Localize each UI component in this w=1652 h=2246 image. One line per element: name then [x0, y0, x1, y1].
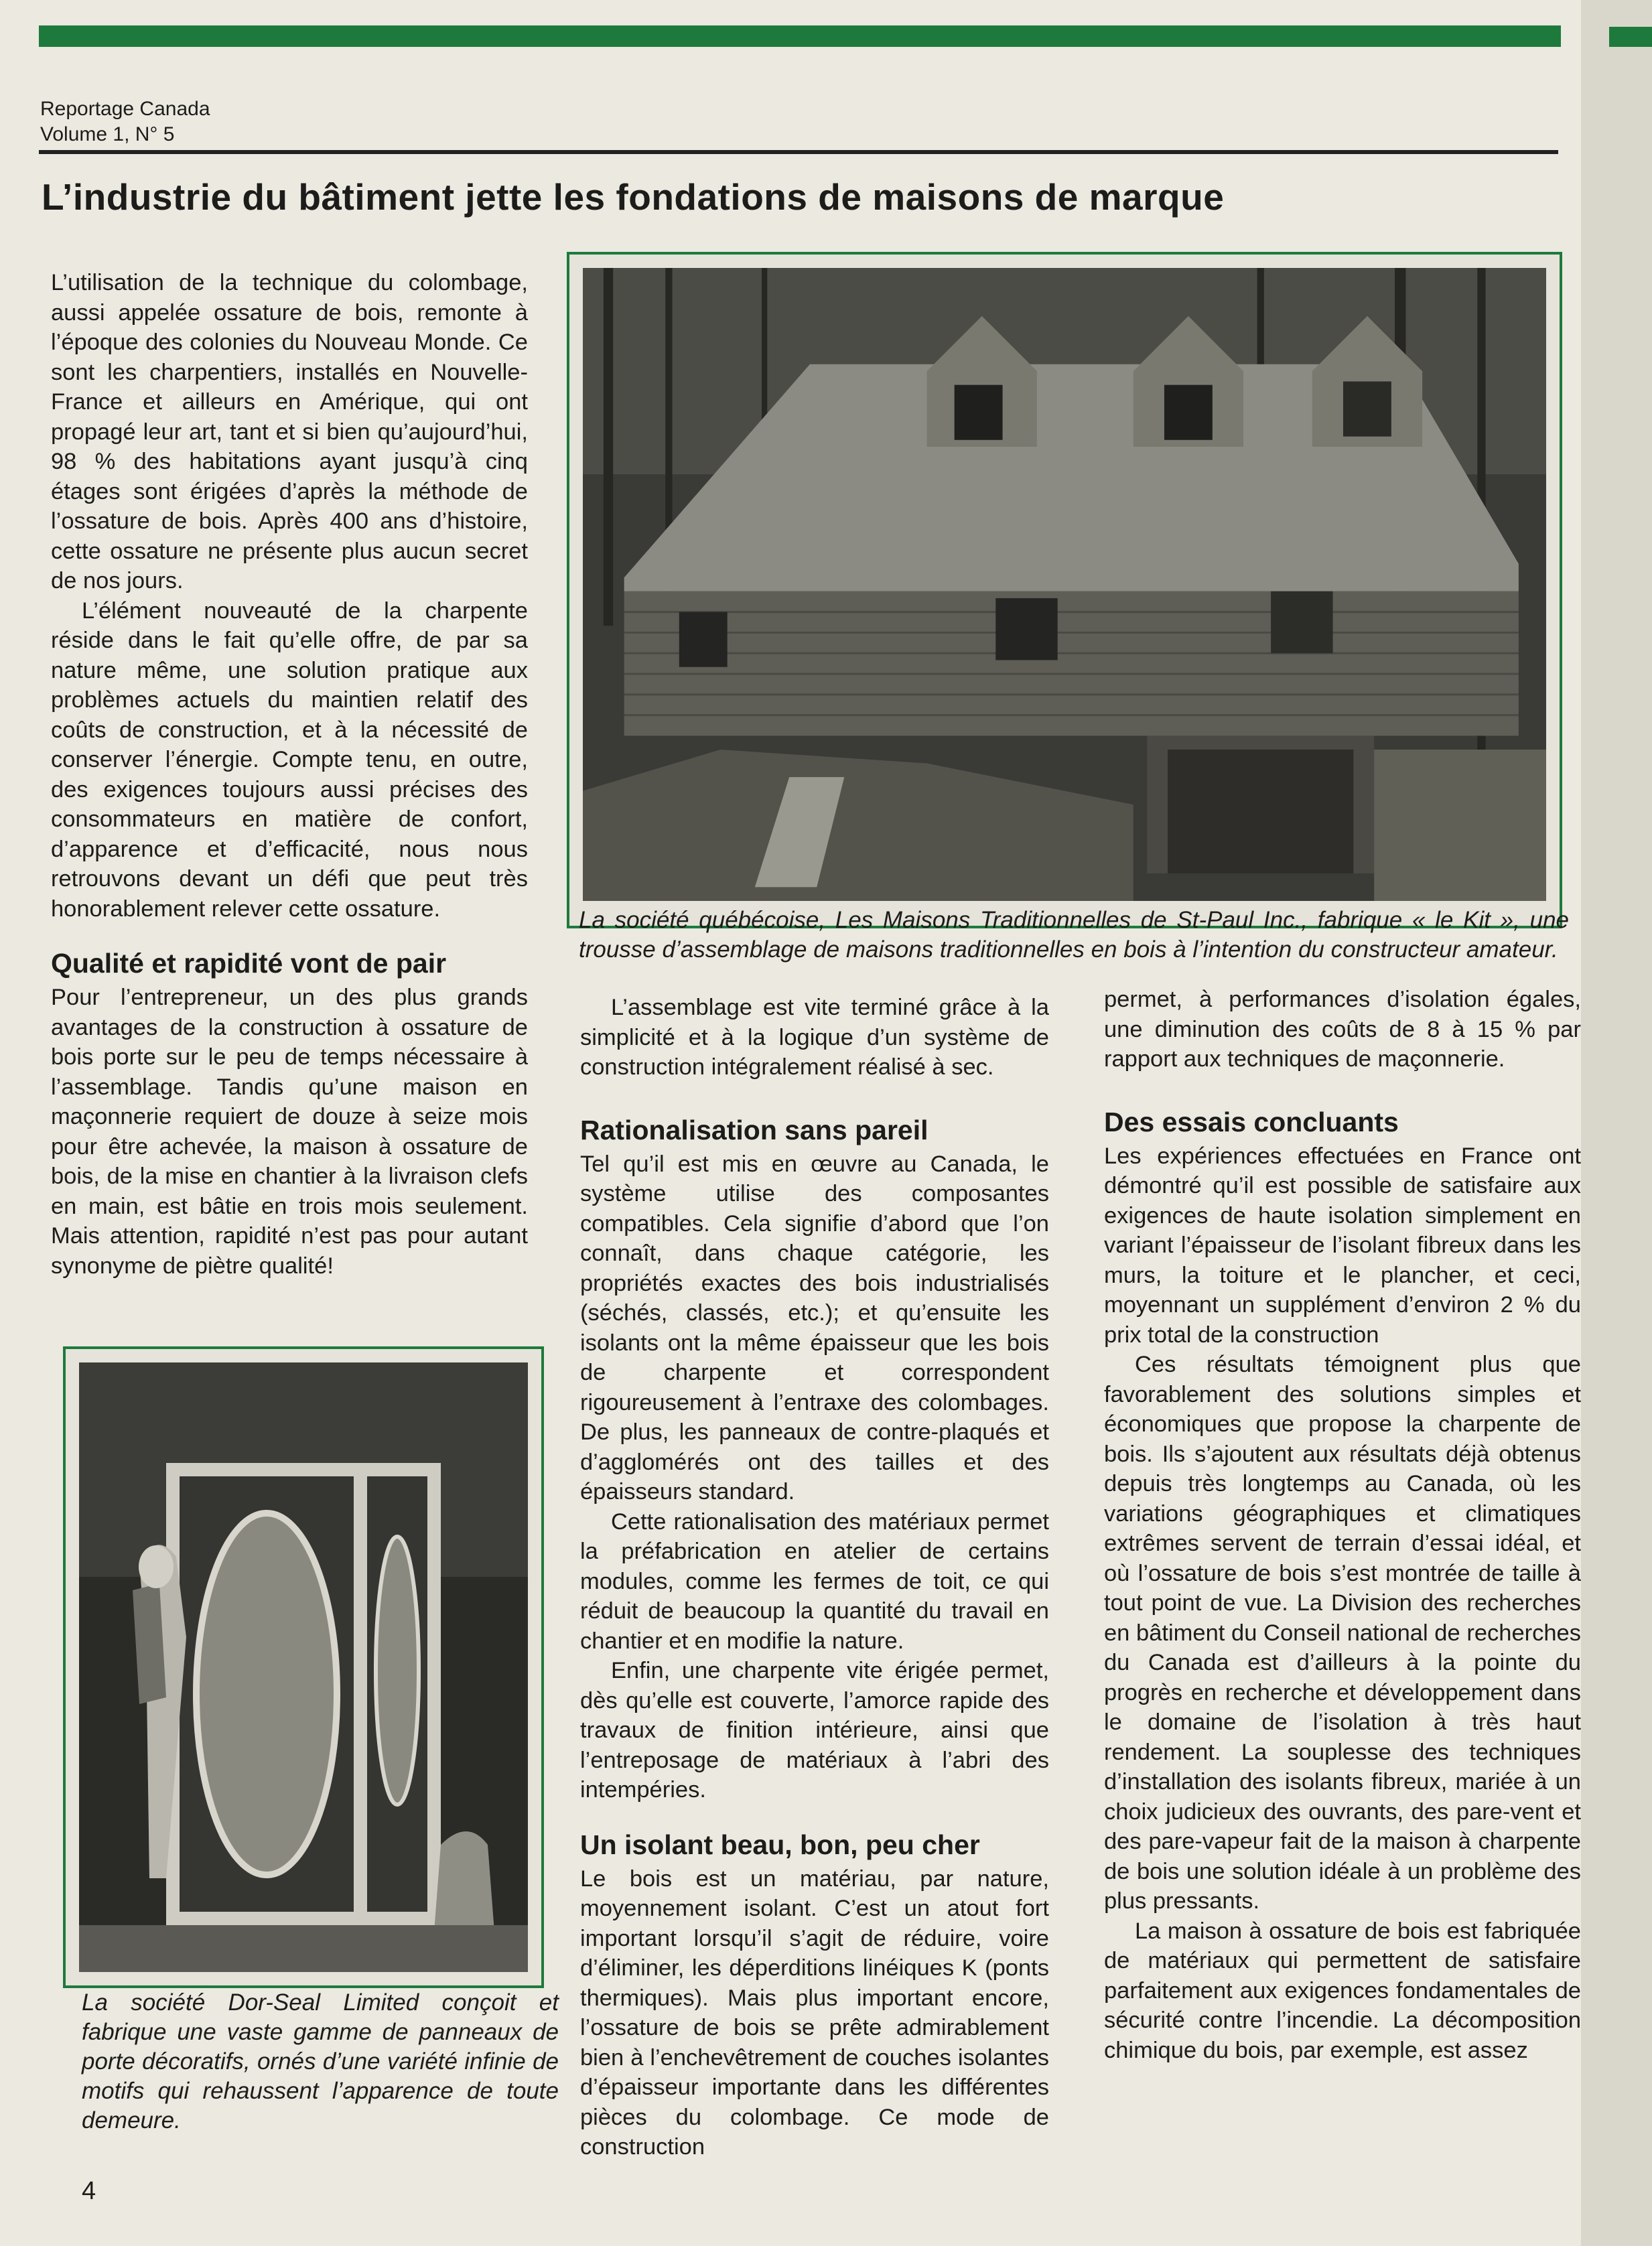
page-number: 4	[82, 2177, 96, 2205]
paragraph: La maison à ossature de bois est fabriquée de matériaux qui permettent de satisfaire parfaitement aux exigences fondamentales de sécurité contre l’incendie. La décomposition chimique du bois, par exemple, est assez	[1104, 1918, 1581, 2063]
article-headline: L’industrie du bâtiment jette les fondations de maisons de marque	[42, 176, 1225, 218]
paragraph: Ces résultats témoignent plus que favorablement des solutions simples et économiques que propose la charpente de bois. Ils s’ajoutent aux résultats déjà obtenus depuis très longtemps au Canada, où les variations géographiques et climatiques extrêmes servent de terrain d’essai idéal, et où l’ossature de bois s’est montrée de taille à tout point de vue. La Division des recherches en bâtiment du Conseil national de recherches du Canada est d’ailleurs à la pointe du progrès en recherche et développement dans le domaine de l’isolation à très haut rendement. La souplesse des techniques d’installation des isolants fibreux, mariée à un choix judicieux des ouvrants, des pare-vent et des pare-vapeur fait de la maison à charpente de bois une solution idéale à un problème des plus pressants.	[1104, 1352, 1581, 1914]
paragraph: L’assemblage est vite terminé grâce à la simplicité et à la logique d’un système de construction intégralement réalisé à sec.	[580, 995, 1049, 1080]
issue-number: Volume 1, N° 5	[40, 123, 175, 145]
door-photo-caption: La société Dor-Seal Limited conçoit et fabrique une vaste gamme de panneaux de porte décoratifs, ornés d’une variété infinie de motifs qui rehaussent l’apparence de toute demeure.	[82, 1989, 559, 2133]
paragraph: Enfin, une charpente vite érigée permet, dès qu’elle est couverte, l’amorce rapide des travaux de finition intérieure, ainsi que l’entreposage de matériaux à l’abri des intempéries.	[580, 1658, 1049, 1803]
left-column	[51, 268, 528, 1281]
publication-name: Reportage Canada	[40, 98, 210, 120]
right-column	[1104, 985, 1581, 2065]
section-heading: Des essais concluants	[1104, 1106, 1399, 1137]
paragraph: Cette rationalisation des matériaux permet la préfabrication en atelier de certains modules, comme les fermes de toit, ce qui réduit de beaucoup la quantité du travail en chantier et en modifie la nature.	[580, 1508, 1049, 1654]
paragraph: L’utilisation de la technique du colombage, aussi appelée ossature de bois, remonte à l’époque des colonies du Nouveau Monde. Ce sont les charpentiers, installés en Nouvelle-France et ailleurs en Amérique, qui ont propagé leur art, tant et si bien qu’aujourd’hui, 98 % des habitations ayant jusqu’à cinq étages sont érigées d’après la méthode de l’ossature de bois. Après 400 ans d’histoire, cette ossature ne présente plus aucun secret de nos jours.	[51, 270, 528, 593]
house-photo-frame	[567, 252, 1562, 928]
house-photo-caption: La société québécoise, Les Maisons Traditionnelles de St-Paul Inc., fabrique « le Kit », une trousse d’assemblage de maisons traditionnelles en bois à l’intention du constructeur amateur.	[579, 907, 1569, 963]
door-photo	[79, 1362, 528, 1972]
paragraph: Tel qu’il est mis en œuvre au Canada, le système utilise des composantes compatibles. Cela signifie d’abord que l’on connaît, dans chaque catégorie, les propriétés exactes des bois industrialisés (séchés, classés, etc.); et qu’ensuite les isolants ont la même épaisseur que les bois de charpente et correspondent rigoureusement à l’entraxe des colombages. De plus, les panneaux de contre-plaqués et d’agglomérés ont des tailles et des épaisseurs standard.	[580, 1151, 1049, 1504]
paragraph: L’élément nouveauté de la charpente réside dans le fait qu’elle offre, de par sa nature même, une solution pratique aux problèmes actuels du maintien relatif des coûts de construction, et à la nécessité de conserver l’énergie. Compte tenu, en outre, des exigences toujours aussi précises des consommateurs en matière de confort, d’apparence et d’efficacité, nous nous retrouvons devant un défi que peut très honorablement relever cette ossature.	[51, 598, 528, 922]
house-photo	[583, 268, 1546, 901]
section-heading: Un isolant beau, bon, peu cher	[580, 1829, 980, 1860]
door-photo-frame	[63, 1346, 544, 1988]
middle-column	[580, 993, 1049, 2162]
paragraph: Le bois est un matériau, par nature, moyennement isolant. C’est un atout fort important lorsqu’il s’agit de réduire, voire d’éliminer, les déperditions linéiques K (ponts thermiques). Mais plus important encore, l’ossature de bois se prête admirablement bien à l’enchevêtrement de couches isolantes d’épaisseur importante dans les différentes pièces du colombage. Ce mode de construction	[580, 1866, 1049, 2160]
paragraph: Pour l’entrepreneur, un des plus grands avantages de la construction à ossature de bois porte sur le peu de temps nécessaire à l’assemblage. Tandis qu’une maison en maçonnerie requiert de douze à seize mois pour être achevée, la maison à ossature de bois, de la mise en chantier à la livraison clefs en main, est bâtie en trois mois seulement. Mais attention, rapidité n’est pas pour autant synonyme de piètre qualité!	[51, 985, 528, 1279]
paragraph: Les expériences effectuées en France ont démontré qu’il est possible de satisfaire aux exigences de haute isolation simplement en variant l’épaisseur de l’isolant fibreux dans les murs, la toiture et le plancher, et ceci, moyennant un supplément d’environ 2 % du prix total de la construction	[1104, 1143, 1581, 1348]
paragraph: permet, à performances d’isolation égales, une diminution des coûts de 8 à 15 % par rapport aux techniques de maçonnerie.	[1104, 987, 1581, 1072]
section-heading: Rationalisation sans pareil	[580, 1114, 928, 1145]
section-heading: Qualité et rapidité vont de pair	[51, 948, 447, 979]
green-header-bar	[39, 25, 1561, 47]
masthead	[40, 96, 210, 147]
adjacent-green-bar	[1609, 27, 1652, 47]
adjacent-page-edge	[1581, 0, 1652, 2246]
header-rule	[39, 150, 1558, 154]
